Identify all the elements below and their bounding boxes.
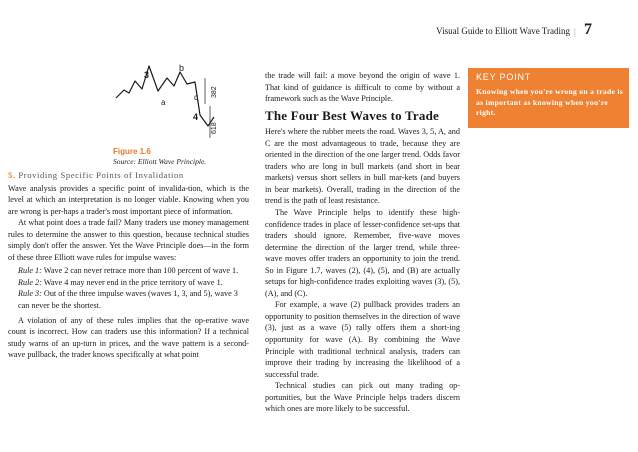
paragraph: At what point does a trade fail? Many traders use money management rules to determine the answer to this question, because technical studies simply don't offer the answer. Yet the Wave Principle does—in the form of these three Elliott wave rules for impulse waves: [8,218,249,262]
wave-label-a: a [161,98,166,107]
wave-label-b: b [179,63,185,73]
wave-label-3: 3 [144,70,150,80]
left-column [8,170,249,361]
running-header-title: Visual Guide to Elliott Wave Trading [436,26,570,36]
rule-label: Rule 2: [18,277,42,287]
rule-text: Wave 2 can never retrace more than 100 percent of wave 1. [43,266,239,276]
paragraph: For example, a wave (2) pullback provides traders an opportunity to position themselves in the direction of wave (3), just as a wave (5) rally offers them a short-ing opportunity for wave (A). By combining the Wave Principle with traditional technical analysis, traders can improve their trading by increasing the likelihood of a successful trade. [265,300,460,379]
paragraph: The Wave Principle helps to identify these high-confidence trades in place of lesser-confidence set-ups that traders should ignore. Remember, five-wave moves determine the direction of the larger trend, while three-wave moves offer traders an opportunity to join the trend. So in Figure 1.7, waves (2), (4), (5), and (B) are actually setups for high-confidence trades exploiting waves (3), (5), (A), and (C). [265,208,460,298]
wave-label-c: c [194,93,198,102]
rule-label: Rule 1: [18,266,42,276]
section-number: 5. [8,170,16,180]
paragraph: A violation of any of these rules implies that the op-erative wave count is incorrect. How can traders use this information? If a technical study warns of an up-turn in prices, and the wave pattern is a second-wave pullback, the trader knows specifically at what point [8,315,249,360]
section-heading-text: Providing Specific Points of Invalidation [18,170,184,180]
section-title: The Four Best Waves to Trade [265,107,440,123]
figure-source: Source: Elliott Wave Principle. [113,157,207,166]
wave-path [116,66,214,126]
rule-text: Wave 4 may never end in the price territory of wave 1. [43,277,223,287]
middle-column [265,70,460,415]
paragraph: Here's where the rubber meets the road. Waves 3, 5, A, and C are the most advantageous to trade, because they are oriented in the direction of the one larger trend. Odds favor traders who are long in bull markets (and short in bear markets) versus short sellers in bull mar-kets (and buyers in bear markets). Overall, trading in the direction of the trend is the path of least resistance. [265,127,460,206]
wave-label-4: 4 [193,112,199,122]
key-point-text: Knowing when you're wrong on a trade is as important as knowing when you're right. [476,87,624,117]
rule-item [18,277,249,289]
wave-diagram [112,62,220,148]
rule-item [18,288,249,311]
paragraph: Technical studies can pick out many trading op-portunities, but the Wave Principle helps traders discern which ones are more likely to be successful. [265,381,460,414]
page-number: 7 [584,21,592,38]
rule-label: Rule 3: [18,289,42,299]
section-heading [8,170,249,182]
fib-label-382: 382 [211,86,218,98]
header-separator: | [574,27,576,37]
key-point-box [468,68,629,128]
rule-text: Out of the three impulse waves (waves 1, 3, and 5), wave 3 can never be the shortest. [18,289,238,311]
figure-caption: Figure 1.6 [113,147,151,156]
key-point-title: KEY POINT [476,72,532,82]
paragraph: Wave analysis provides a specific point of invalida-tion, which is the level at which an interpretation is no longer viable. Knowing when you are wrong is per-haps a trader's most important piece of information. [8,183,249,216]
rule-item [18,265,249,277]
rules-list [18,265,249,311]
fib-label-618: 618 [211,122,218,134]
paragraph: the trade will fail: a move beyond the origin of wave 1. That kind of guidance is difficult to come by without a framework such as the Wave Principle. [265,71,460,104]
